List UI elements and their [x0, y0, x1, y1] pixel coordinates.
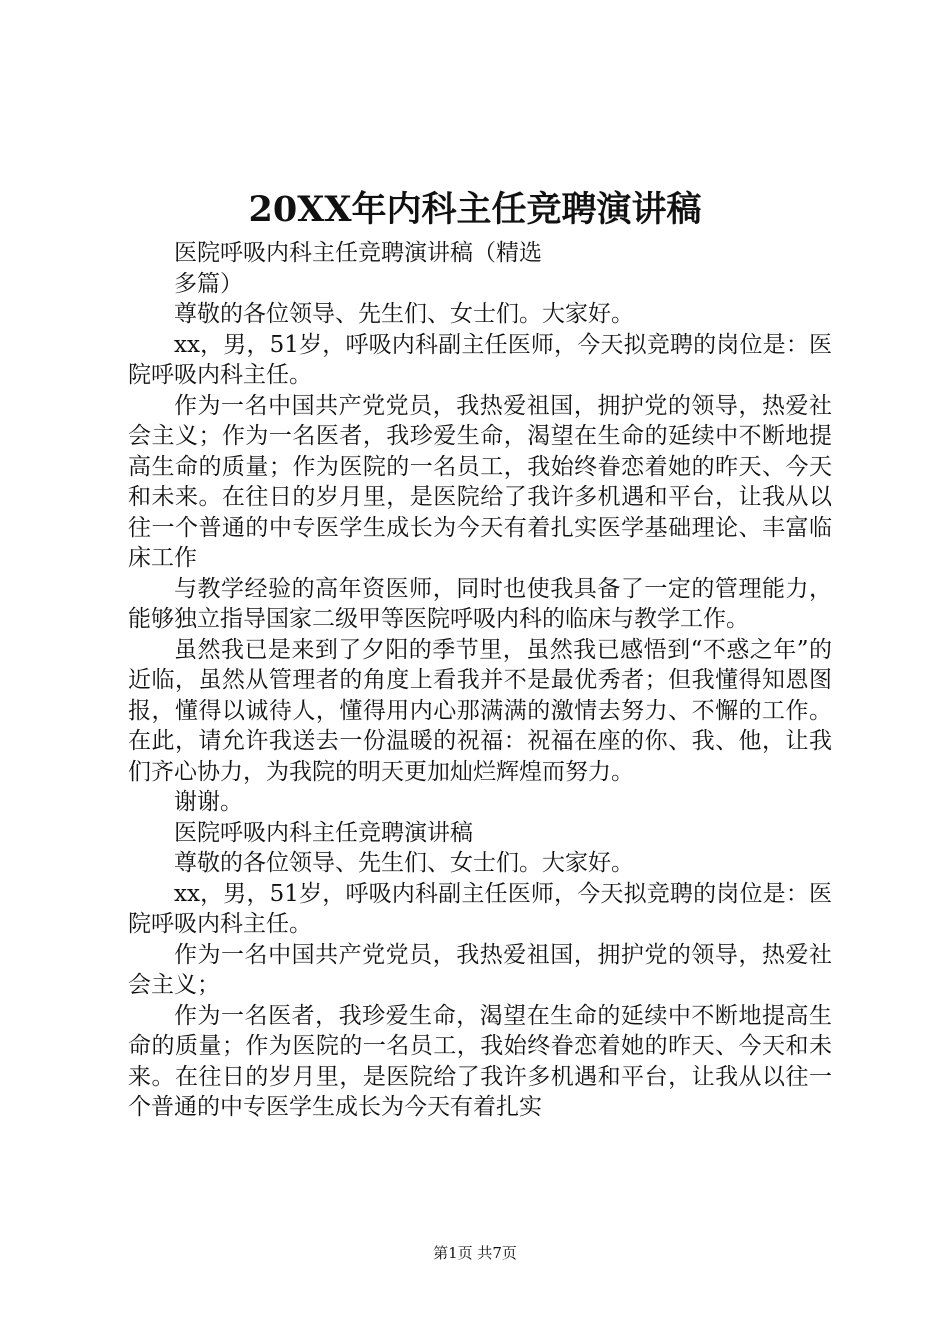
paragraph: 虽然我已是来到了夕阳的季节里，虽然我已感悟到“不惑之年”的近临，虽然从管理者的角度上看我并不是最优秀者；但我懂得知恩图报，懂得以诚待人，懂得用内心那满满的激情去努力、不懈的工作。在此，请允许我送去一份温暖的祝福：祝福在座的你、我、他，让我们齐心协力，为我院的明天更加灿烂辉煌而努力。 — [128, 636, 832, 785]
paragraph: 多篇） — [174, 270, 243, 297]
paragraph: 作为一名中国共产党党员，我热爱祖国，拥护党的领导，热爱社会主义；作为一名医者，我珍爱生命，渴望在生命的延续中不断地提高生命的质量；作为医院的一名员工，我始终眷恋着她的昨天、今天和未来。在往日的岁月里，是医院给了我许多机遇和平台，让我从以往一个普通的中专医学生成长为今天有着扎实医学基础理论、丰富临床工作 — [128, 392, 832, 571]
document-title: 20XX年内科主任竞聘演讲稿 — [248, 189, 702, 230]
paragraph: 尊敬的各位领导、先生们、女士们。大家好。 — [174, 850, 634, 876]
paragraph: 与教学经验的高年资医师，同时也使我具备了一定的管理能力，能够独立指导国家二级甲等医院呼吸内科的临床与教学工作。 — [128, 575, 832, 632]
paragraph: 作为一名中国共产党党员，我热爱祖国，拥护党的领导，热爱社会主义； — [128, 941, 832, 998]
paragraph: 谢谢。 — [174, 789, 243, 815]
paragraph: 医院呼吸内科主任竞聘演讲稿（精选 — [174, 240, 542, 266]
document-body — [128, 238, 832, 1123]
paragraph: xx，男，51岁，呼吸内科副主任医师，今天拟竞聘的岗位是：医院呼吸内科主任。 — [128, 880, 832, 937]
paragraph: 医院呼吸内科主任竞聘演讲稿 — [174, 819, 473, 846]
paragraph: 尊敬的各位领导、先生们、女士们。大家好。 — [174, 301, 634, 327]
paragraph: 作为一名医者，我珍爱生命，渴望在生命的延续中不断地提高生命的质量；作为医院的一名员工，我始终眷恋着她的昨天、今天和未来。在往日的岁月里，是医院给了我许多机遇和平台，让我从以往一个普通的中专医学生成长为今天有着扎实 — [128, 1002, 832, 1120]
paragraph: xx，男，51岁，呼吸内科副主任医师，今天拟竞聘的岗位是：医院呼吸内科主任。 — [128, 331, 832, 388]
page-footer: 第1页 共7页 — [433, 1244, 517, 1262]
